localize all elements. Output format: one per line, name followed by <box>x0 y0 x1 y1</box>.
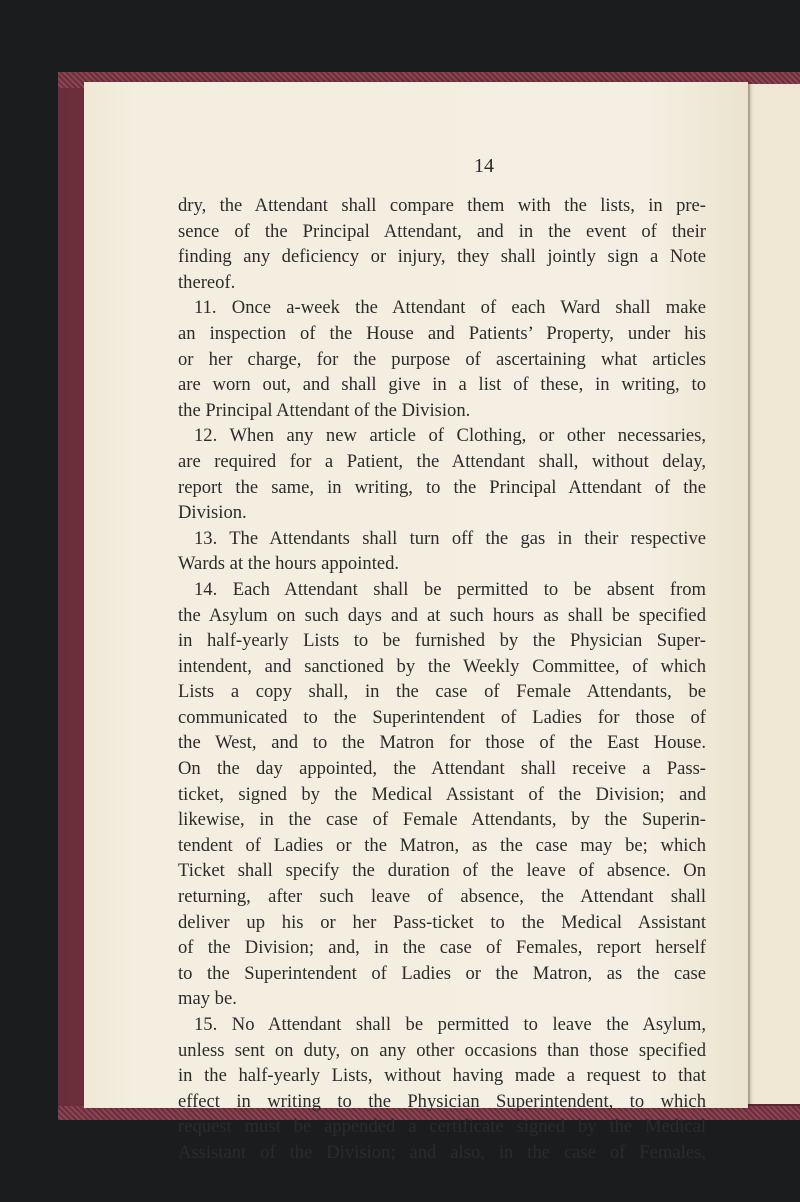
text-line: are required for a Patient, the Attendant shall, without delay, <box>178 450 706 472</box>
text-line: intendent, and sanctioned by the Weekly Committee, of which <box>178 655 706 677</box>
text-line: 15. No Attendant shall be permitted to leave the Asylum, <box>194 1014 706 1035</box>
text-line: Ticket shall specify the duration of the leave of absence. On <box>178 860 706 882</box>
text-line: to the Superintendent of Ladies or the Matron, as the case <box>178 962 706 984</box>
text-line: report the same, in writing, to the Principal Attendant of the <box>178 476 706 498</box>
text-line: are worn out, and shall give in a list of these, in writing, to <box>178 374 706 396</box>
text-line: returning, after such leave of absence, the Attendant shall <box>178 886 706 908</box>
text-line: request must be appended a certificate signed by the Medical <box>178 1116 706 1138</box>
text-line: 11. Once a-week the Attendant of each Ward shall make <box>194 297 706 319</box>
text-line: unless sent on duty, on any other occasions than those specified <box>178 1039 706 1061</box>
text-line: 13. The Attendants shall turn off the gas in their respective <box>194 527 706 549</box>
text-line: or her charge, for the purpose of ascertaining what articles <box>178 348 706 370</box>
text-line: communicated to the Superintendent of Ladies for those of <box>178 706 706 728</box>
text-line: sence of the Principal Attendant, and in the event of their <box>178 220 706 242</box>
text-line: tendent of Ladies or the Matron, as the case may be; which <box>178 834 706 856</box>
text-line: in the half-yearly Lists, without having made a request to that <box>178 1065 706 1087</box>
text-line: Assistant of the Division; and also, in the case of Females, <box>178 1141 706 1163</box>
text-line: ticket, signed by the Medical Assistant of the Division; and <box>178 783 706 805</box>
text-line: 14. Each Attendant shall be permitted to be absent from <box>194 578 706 600</box>
text-line: deliver up his or her Pass-ticket to the Medical Assistant <box>178 911 706 933</box>
facing-page-edge <box>748 84 800 1104</box>
text-line: effect in writing to the Physician Superintendent, to which <box>178 1090 706 1112</box>
text-line: the West, and to the Matron for those of the East House. <box>178 732 706 754</box>
text-line: On the day appointed, the Attendant shall receive a Pass- <box>178 758 706 780</box>
text-line: the Principal Attendant of the Division. <box>178 399 471 421</box>
text-line: dry, the Attendant shall compare them with the lists, in pre- <box>178 195 706 216</box>
text-line: the Asylum on such days and at such hours as shall be specified <box>178 604 706 626</box>
text-line: 12. When any new article of Clothing, or other necessaries, <box>194 425 706 447</box>
text-line: Division. <box>178 502 247 524</box>
page-number: 14 <box>474 155 494 177</box>
text-line: Wards at the hours appointed. <box>178 553 400 575</box>
text-line: may be. <box>178 988 237 1010</box>
text-line: in half-yearly Lists to be furnished by the Physician Super- <box>178 630 706 652</box>
text-line: Lists a copy shall, in the case of Female Attendants, be <box>178 681 706 703</box>
text-line: thereof. <box>178 271 236 293</box>
page-body-text <box>178 193 706 1166</box>
text-line: finding any deficiency or injury, they shall jointly sign a Note <box>178 246 706 268</box>
text-line: an inspection of the House and Patients’ Property, under his <box>178 322 706 344</box>
text-line: likewise, in the case of Female Attendants, by the Superin- <box>178 809 706 831</box>
text-line: of the Division; and, in the case of Females, report herself <box>178 937 706 959</box>
